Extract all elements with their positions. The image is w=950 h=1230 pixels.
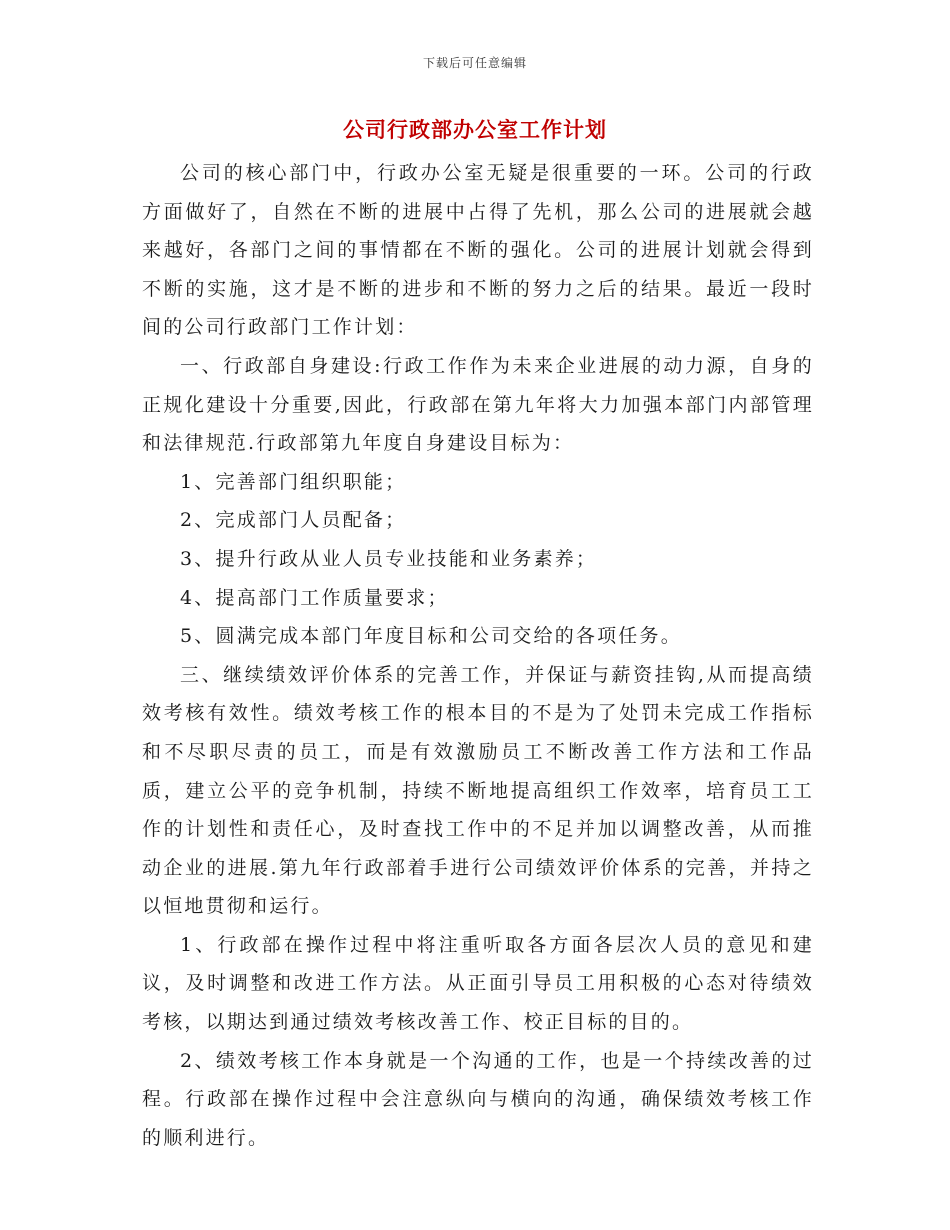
document-body — [142, 154, 814, 1157]
list-item-5: 5、圆满完成本部门年度目标和公司交给的各项任务。 — [180, 625, 682, 648]
list-item-3: 3、提升行政从业人员专业技能和业务素养； — [180, 547, 598, 570]
paragraph-section-3: 三、继续绩效评价体系的完善工作，并保证与薪资挂钩,从而提高绩效考核有效性。绩效考核工作的根本目的不是为了处罚未完成工作指标和不尽职尽责的员工，而是有效激励员工不断改善工作方法和工作品质，建立公平的竞争机制，持续不断地提高组织工作效率，培育员工工作的计划性和责任心，及时查找工作中的不足并加以调整改善，从而推动企业的进展.第九年行政部着手进行公司绩效评价体系的完善，并持之以恒地贯彻和运行。 — [142, 663, 814, 918]
paragraph-section-1: 一、行政部自身建设:行政工作作为未来企业进展的动力源，自身的正规化建设十分重要,因此，行政部在第九年将大力加强本部门内部管理和法律规范.行政部第九年度自身建设目标为： — [142, 354, 814, 455]
document-title: 公司行政部办公室工作计划 — [343, 117, 607, 142]
paragraph-point-2: 2、绩效考核工作本身就是一个沟通的工作，也是一个持续改善的过程。行政部在操作过程中会注意纵向与横向的沟通，确保绩效考核工作的顺利进行。 — [142, 1049, 814, 1149]
list-item-2: 2、完成部门人员配备； — [180, 509, 407, 532]
header-note: 下载后可任意编辑 — [422, 56, 527, 70]
paragraph-intro: 公司的核心部门中，行政办公室无疑是很重要的一环。公司的行政方面做好了，自然在不断的进展中占得了先机，那么公司的进展就会越来越好，各部门之间的事情都在不断的强化。公司的进展计划就会得到不断的实施，这才是不断的进步和不断的努力之后的结果。最近一段时间的公司行政部门工作计划： — [142, 162, 814, 339]
paragraph-point-1: 1、行政部在操作过程中将注重听取各方面各层次人员的意见和建议，及时调整和改进工作方法。从正面引导员工用积极的心态对待绩效考核，以期达到通过绩效考核改善工作、校正目标的目的。 — [142, 933, 814, 1034]
list-item-1: 1、完善部门组织职能； — [180, 470, 407, 493]
list-item-4: 4、提高部门工作质量要求； — [180, 586, 449, 609]
